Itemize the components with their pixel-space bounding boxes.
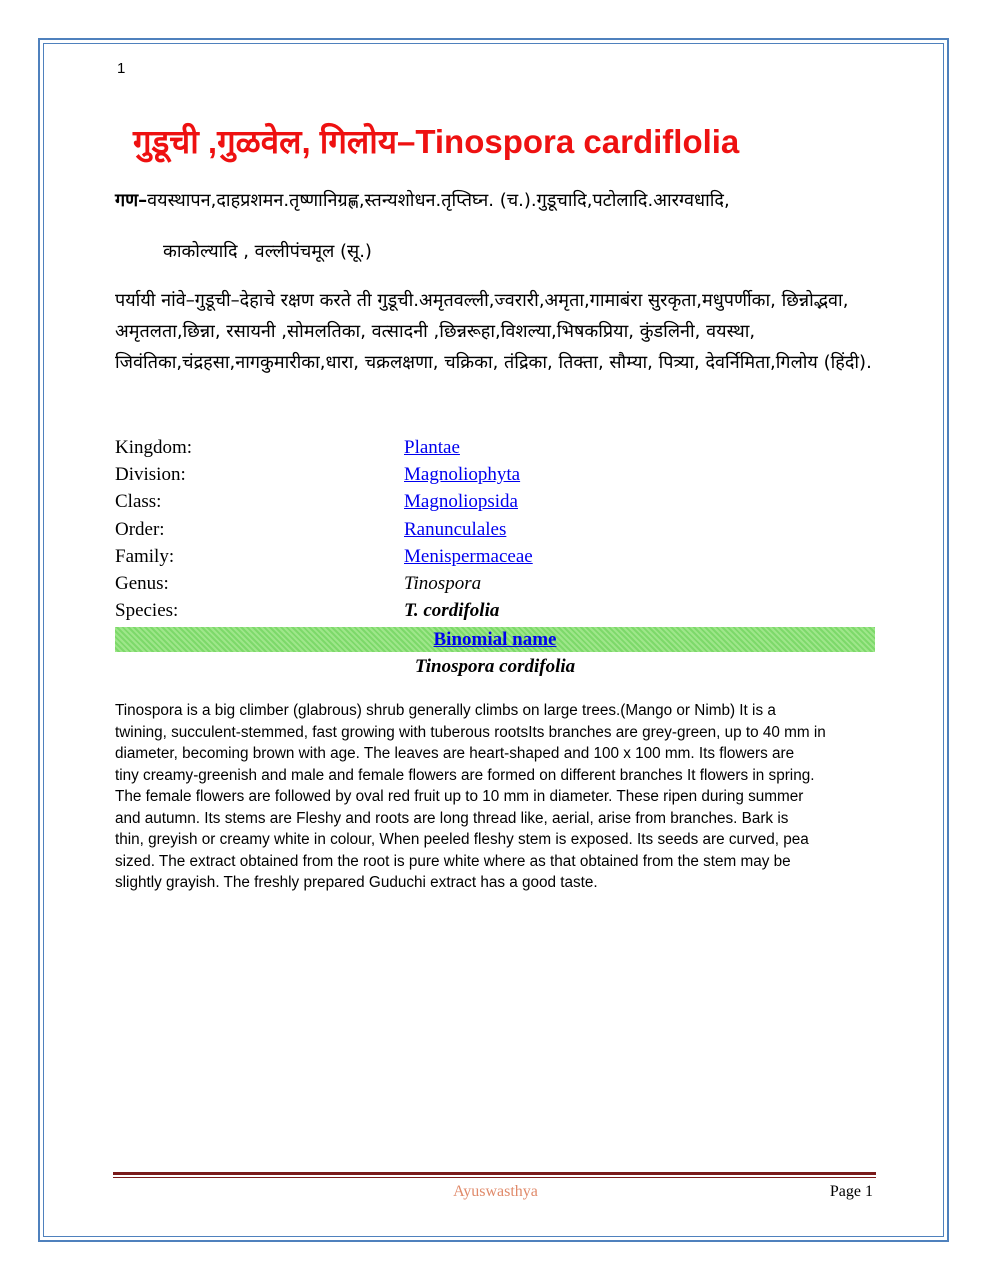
gana-line-1 [115,188,730,212]
page-number-top: 1 [117,60,126,77]
gana-label: गण– [115,190,148,211]
binomial-name-link[interactable]: Binomial name [433,629,557,650]
taxonomy-link[interactable]: Menispermaceae [404,545,533,567]
footer-rule-thin [113,1177,876,1178]
taxonomy-link[interactable]: Magnoliopsida [404,491,518,513]
taxonomy-label: Genus: [115,573,169,594]
taxonomy-label: Family: [115,545,175,567]
page-title: गुडूची ,गुळवेल, गिलोय–Tinospora cardiflolia [133,123,740,160]
taxonomy-link[interactable]: Ranunculales [404,518,507,540]
taxonomy-label: Division: [115,464,186,486]
taxonomy-value: T. cordifolia [404,600,500,622]
gana-text-1: वयस्थापन,दाहप्रशमन.तृष्णानिग्रह्ण,स्तन्यशोधन.तृप्तिघ्न. (च.).गुडूचादि,पटोलादि.आरग्वधादि, [147,190,730,211]
footer-rule-thick [113,1172,876,1175]
taxonomy-label: Order: [115,518,165,540]
taxonomy-label: Species: [115,600,179,622]
taxonomy-label: Kingdom: [115,437,193,458]
binomial-name: Tinospora cordifolia [414,656,576,677]
footer-page-number: Page 1 [829,1183,873,1200]
taxonomy-value: Tinospora [404,573,482,594]
taxonomy-link[interactable]: Magnoliophyta [404,464,521,486]
binomial-header-bar [115,627,875,652]
taxonomy-label: Class: [115,491,162,513]
footer-site-name: Ayuswasthya [453,1183,538,1200]
taxonomy-link[interactable]: Plantae [404,437,460,458]
description-paragraph: Tinospora is a big climber (glabrous) shrub generally climbs on large trees.(Mango or Nimb) It is a twining, succulent-stemmed, fast growing with tuberous rootsIts branches are grey-green, up to 40 mm in diameter, becoming brown with age. The leaves are heart-shaped and 100 x 100 mm. Its flowers are tiny creamy-greenish and male and female flowers are formed on different branches It flowers in spring. The female flowers are followed by oval red fruit up to 10 mm in diameter. These ripen during summer and autumn. Its stems are Fleshy and roots are long thread like, aerial, arise from branches. Bark is thin, greyish or creamy white in colour, When peeled fleshy stem is exposed. Its seeds are curved, pea sized. The extract obtained from the root is pure white where as that obtained from the stem may be slightly grayish. The freshly prepared Guduchi extract has a good taste. [115,702,826,891]
synonyms-paragraph: पर्यायी नांवे–गुडूची–देहाचे रक्षण करते ती गुडूची.अमृतवल्ली,ज्वरारी,अमृता,गामाबंरा सुरकृता,मधुपर्णीका, छिन्नोद्भवा, अमृतलता,छिन्ना, रसायनी ,सोमलतिका, वत्सादनी ,छिन्नरूहा,विशल्या,भिषकप्रिया, कुंडलिनी, वयस्था, जिवंतिका,चंद्रहसा,नागकुमारीका,धारा, चक्रलक्षणा, चक्रिका, तंद्रिका, तिक्ता, सौम्या, पित्र्या, देवर्निमिता,गिलोय (हिंदी). [115,290,872,373]
gana-line-2: काकोल्यादि , वल्लीपंचमूल (सू.) [163,241,372,262]
